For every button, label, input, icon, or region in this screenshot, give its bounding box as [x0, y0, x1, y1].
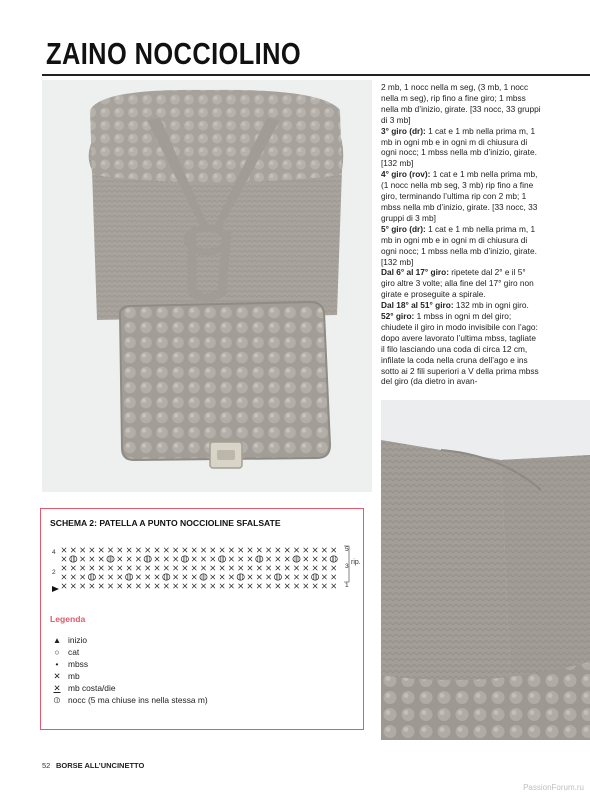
mb-symbol [313, 566, 317, 570]
mb-symbol [257, 575, 261, 579]
mb-symbol [201, 557, 205, 561]
mb-symbol [127, 557, 131, 561]
mb-symbol [118, 557, 122, 561]
mb-symbol [248, 566, 252, 570]
mb-symbol [62, 575, 66, 579]
legend-label: inizio [68, 635, 88, 645]
mb-symbol [229, 566, 233, 570]
mb-symbol [248, 548, 252, 552]
mb-symbol [155, 584, 159, 588]
mb-symbol [192, 548, 196, 552]
round-text: 1 cat e 1 mb nella prima m, 1 mb in ogni mb e in ogni m di chiusura di ogni nocc; 1 mbss nella mb d’inizio, girate. [132 mb] [381, 125, 537, 169]
mb-symbol [99, 575, 103, 579]
mb-symbol [127, 566, 131, 570]
mb-symbol [90, 566, 94, 570]
mb-symbol [146, 575, 150, 579]
mb-symbol [173, 548, 177, 552]
mb-symbol [183, 566, 187, 570]
instruction-paragraph [381, 169, 541, 224]
mb-symbol [201, 584, 205, 588]
mb-symbol [211, 575, 215, 579]
mb-symbol [80, 548, 84, 552]
instruction-paragraph [381, 126, 541, 170]
mb-symbol [118, 575, 122, 579]
round-label: Dal 18° al 51° giro: [381, 300, 454, 311]
mb-symbol [257, 584, 261, 588]
round-label: 5° giro (dr): [381, 223, 426, 234]
instruction-paragraph [381, 82, 541, 126]
row-number-5: 5 [345, 546, 349, 553]
mb-symbol [146, 548, 150, 552]
mb-symbol [285, 557, 289, 561]
mb-symbol [99, 566, 103, 570]
mb-symbol [304, 557, 308, 561]
mb-symbol [62, 557, 66, 561]
mb-symbol [322, 584, 326, 588]
mb-symbol [248, 584, 252, 588]
mb-symbol [322, 548, 326, 552]
mb-symbol [257, 548, 261, 552]
start-triangle-icon [52, 586, 59, 592]
mb-symbol [248, 575, 252, 579]
mb-symbol [118, 566, 122, 570]
legend-item [50, 659, 88, 669]
mb-symbol [211, 566, 215, 570]
backpack-photo [42, 80, 372, 492]
triangle-icon: ▲ [52, 635, 62, 645]
mb-symbol [136, 566, 140, 570]
mb-symbol [266, 548, 270, 552]
title-rule [42, 74, 590, 76]
legend-item [50, 647, 79, 657]
mb-symbol [322, 566, 326, 570]
mb-symbol [173, 584, 177, 588]
mb-symbol [127, 584, 131, 588]
mb-symbol [155, 548, 159, 552]
page-number: 52 [42, 761, 51, 770]
mb-symbol [80, 575, 84, 579]
mb-symbol [71, 584, 75, 588]
mb-symbol [220, 575, 224, 579]
round-text: 1 mbss in ogni m del giro; chiudete il giro in modo invisibile con l’ago: dopo avere lavorato l’ultima mbss, tagliate il filo lasciando una coda di circa 12 cm, infilate la coda nella cruna dell’ago e ins sotto ai 2 fili superiori a V della prima mbss del giro (da dietro in avan- [381, 311, 539, 387]
mb-symbol [192, 566, 196, 570]
row-number-3: 3 [345, 563, 349, 570]
mb-symbol [294, 566, 298, 570]
instruction-paragraph [381, 224, 541, 268]
mb-symbol [322, 557, 326, 561]
legend-label: nocc (5 ma chiuse ins nella stessa m) [68, 695, 208, 705]
instruction-paragraph [381, 267, 541, 300]
mb-symbol [294, 575, 298, 579]
mb-symbol [266, 557, 270, 561]
mb-symbol [220, 566, 224, 570]
mb-symbol [99, 584, 103, 588]
mb-symbol [313, 548, 317, 552]
mb-symbol [239, 584, 243, 588]
mb-symbol [62, 566, 66, 570]
mb-symbol [80, 566, 84, 570]
mb-symbol [266, 575, 270, 579]
mb-symbol [285, 584, 289, 588]
mb-symbol [239, 548, 243, 552]
round-text: ripetete dal 2° e il 5° giro altre 3 volte; alla fine del 17° giro non girate e proseguite a spirale. [381, 267, 534, 300]
round-label: 52° giro: [381, 311, 415, 322]
mb-symbol [304, 575, 308, 579]
mb-symbol [90, 557, 94, 561]
mb-symbol [229, 584, 233, 588]
mb-symbol [304, 566, 308, 570]
mb-symbol [313, 584, 317, 588]
mb-symbol [257, 566, 261, 570]
stitch-chart [48, 540, 368, 600]
mb-symbol [229, 548, 233, 552]
mb-symbol [183, 548, 187, 552]
legend-label: mbss [68, 659, 89, 669]
mb-symbol [164, 584, 168, 588]
legend-item [50, 683, 115, 693]
legend-label: mb [68, 671, 80, 681]
mb-symbol [322, 575, 326, 579]
mb-symbol [62, 548, 66, 552]
legend-item [50, 671, 80, 681]
mb-symbol [248, 557, 252, 561]
mb-symbol [266, 584, 270, 588]
legend-title: Legenda [50, 614, 86, 624]
mb-symbol [71, 575, 75, 579]
mb-symbol [229, 575, 233, 579]
watermark: PassionForum.ru [523, 783, 584, 792]
round-label: Dal 6° al 17° giro: [381, 267, 449, 278]
mb-symbol [155, 575, 159, 579]
mb-symbol [304, 584, 308, 588]
mb-symbol [108, 566, 112, 570]
mb-symbol [294, 584, 298, 588]
mb-symbol [285, 575, 289, 579]
mb-symbol [211, 548, 215, 552]
mb-symbol [192, 557, 196, 561]
legend-item [50, 695, 208, 706]
mb-symbol [62, 584, 66, 588]
mb-symbol [164, 557, 168, 561]
mb-symbol [276, 566, 280, 570]
bobble-icon: ⦶ [53, 695, 61, 705]
mb-symbol [285, 566, 289, 570]
mb-symbol [80, 584, 84, 588]
mb-symbol [229, 557, 233, 561]
mb-symbol [211, 557, 215, 561]
mb-symbol [80, 557, 84, 561]
legend-item [50, 635, 87, 645]
mb-symbol [220, 584, 224, 588]
mb-symbol [173, 557, 177, 561]
mb-symbol [239, 566, 243, 570]
mb-symbol [71, 566, 75, 570]
mb-symbol [332, 548, 336, 552]
mb-symbol [90, 584, 94, 588]
mb-symbol [276, 548, 280, 552]
mb-symbol [127, 548, 131, 552]
detail-photo [381, 400, 590, 740]
round-label: 4° giro (rov): [381, 169, 431, 180]
round-text: 132 mb in ogni giro. [453, 300, 529, 311]
mb-symbol [118, 584, 122, 588]
instruction-paragraph [381, 311, 541, 387]
mb-symbol [164, 548, 168, 552]
mb-symbol [108, 575, 112, 579]
mb-symbol [136, 575, 140, 579]
mb-symbol [173, 566, 177, 570]
mb-symbol [304, 548, 308, 552]
mb-symbol [192, 584, 196, 588]
mb-symbol [146, 584, 150, 588]
mb-symbol [239, 557, 243, 561]
mb-symbol [201, 548, 205, 552]
mb-symbol [183, 584, 187, 588]
mb-symbol [164, 566, 168, 570]
mb-symbol [99, 557, 103, 561]
mb-symbol [118, 548, 122, 552]
mb-symbol [155, 566, 159, 570]
page-title: ZAINO NOCCIOLINO [46, 36, 302, 71]
round-text: 1 cat e 1 mb nella prima m, 1 mb in ogni mb e in ogni m di chiusura di ogni nocc; 1 mbss nella mb d’inizio, girate. [132 mb] [381, 223, 537, 267]
mb-symbol [136, 557, 140, 561]
mb-symbol [108, 584, 112, 588]
round-text: 2 mb, 1 nocc nella m seg, (3 mb, 1 nocc nella m seg), rip fino a fine giro; 1 mbss nella mb d’inizio, girate. [33 nocc, 33 gruppi di 3 mb] [381, 82, 541, 125]
mb-symbol [332, 566, 336, 570]
mb-symbol [294, 548, 298, 552]
mb-symbol [136, 584, 140, 588]
mb-symbol [183, 575, 187, 579]
mb-symbol [313, 557, 317, 561]
mb-symbol [332, 575, 336, 579]
dot-icon: • [55, 659, 59, 669]
round-text: 1 cat e 1 mb nella prima mb, (1 nocc nella mb seg, 3 mb) rip fino a fine giro, terminando l’ultima rip con 2 mb; 1 mbss nella mb d’inizio, girate. [33 nocc, 33 gruppi di 3 mb] [381, 169, 538, 223]
mb-symbol [108, 548, 112, 552]
mb-symbol [71, 548, 75, 552]
mb-symbol [276, 557, 280, 561]
x-icon: ✕ [53, 671, 61, 681]
mb-symbol [220, 548, 224, 552]
schema-title: SCHEMA 2: PATELLA A PUNTO NOCCIOLINE SFALSATE [50, 518, 281, 528]
circle-icon: ○ [54, 647, 60, 657]
repeat-label: rip. [351, 559, 361, 566]
legend-label: cat [68, 647, 80, 657]
mb-symbol [146, 566, 150, 570]
mb-symbol [266, 566, 270, 570]
instruction-paragraph [381, 300, 541, 311]
mb-symbol [192, 575, 196, 579]
row-number-4: 4 [52, 549, 56, 556]
mb-symbol [276, 584, 280, 588]
round-label: 3° giro (dr): [381, 125, 426, 136]
magazine-name: BORSE ALL’UNCINETTO [56, 761, 145, 770]
mb-symbol [99, 548, 103, 552]
legend-label: mb costa/die [68, 683, 116, 693]
mb-symbol [201, 566, 205, 570]
mb-symbol [155, 557, 159, 561]
mb-symbol [173, 575, 177, 579]
mb-symbol [211, 584, 215, 588]
x-underline-icon: ✕ [53, 683, 61, 693]
mb-symbol [332, 584, 336, 588]
mb-symbol [136, 548, 140, 552]
row-number-2: 2 [52, 569, 56, 576]
mb-symbol [285, 548, 289, 552]
instructions-text [381, 82, 541, 387]
row-number-1: 1 [345, 582, 349, 589]
mb-symbol [90, 548, 94, 552]
